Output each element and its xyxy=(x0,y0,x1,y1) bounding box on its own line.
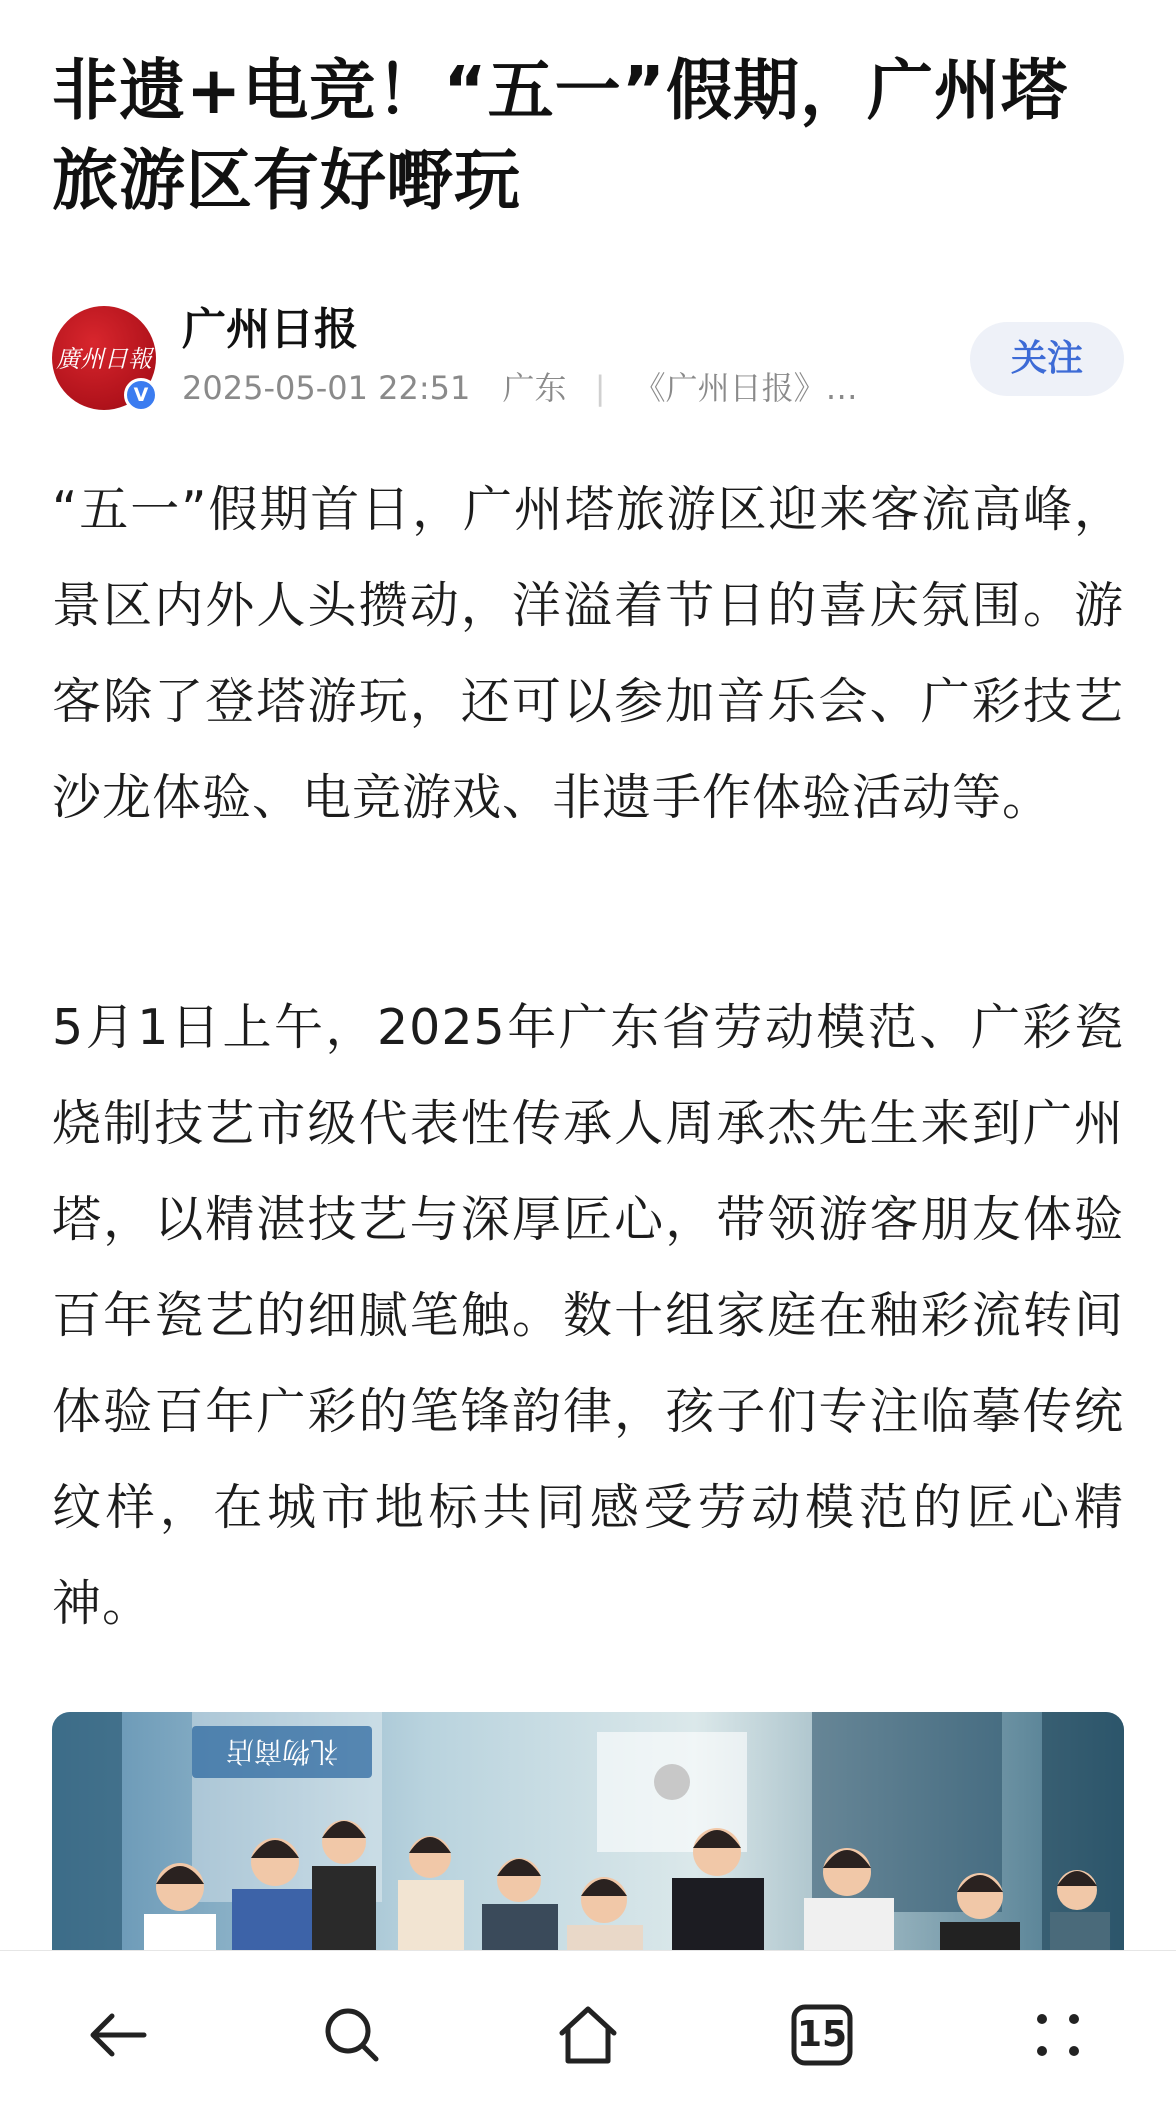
back-button[interactable] xyxy=(58,1975,178,2095)
tab-count-label: 15 xyxy=(796,2014,848,2055)
author-row xyxy=(52,300,1124,416)
home-icon xyxy=(554,2001,622,2069)
more-dots-icon xyxy=(1026,2003,1090,2067)
tabs-button[interactable] xyxy=(762,1975,882,2095)
publish-date: 2025-05-01 22:51 xyxy=(182,369,471,407)
shop-sign: 礼物商店 xyxy=(225,1736,339,1767)
article-title: 非遗+电竞！“五一”假期，广州塔旅游区有好嘢玩 xyxy=(52,52,1069,219)
meta-separator: | xyxy=(594,369,606,407)
publish-location: 广东 xyxy=(502,369,567,407)
article-paragraph: “五一”假期首日，广州塔旅游区迎来客流高峰，景区内外人头攒动，洋溢着节日的喜庆氛围。游客除了登塔游玩，还可以参加音乐会、广彩技艺沙龙体验、电竞游戏、非遗手作体验活动等。 xyxy=(52,481,1124,826)
search-icon xyxy=(320,2003,384,2067)
bottom-navigation-bar xyxy=(0,1950,1176,2116)
avatar[interactable] xyxy=(52,306,156,410)
follow-button[interactable]: 关注 xyxy=(970,322,1124,396)
source-link[interactable]: 《广州日报》… xyxy=(633,369,858,407)
author-name[interactable]: 广州日报 xyxy=(182,304,358,355)
menu-button[interactable] xyxy=(998,1975,1118,2095)
home-button[interactable] xyxy=(528,1975,648,2095)
back-arrow-icon xyxy=(86,2003,150,2067)
search-button[interactable] xyxy=(292,1975,412,2095)
article-paragraph: 5月1日上午，2025年广东省劳动模范、广彩瓷烧制技艺市级代表性传承人周承杰先生来到广州塔，以精湛技艺与深厚匠心，带领游客朋友体验百年瓷艺的细腻笔触。数十组家庭在釉彩流转间体验百年广彩的笔锋韵律，孩子们专注临摹传统纹样，在城市地标共同感受劳动模范的匠心精神。 xyxy=(52,999,1124,1632)
logo-text: 廣州日報 xyxy=(56,345,152,373)
meta-line xyxy=(182,368,858,408)
verified-badge-icon: V xyxy=(124,378,158,412)
